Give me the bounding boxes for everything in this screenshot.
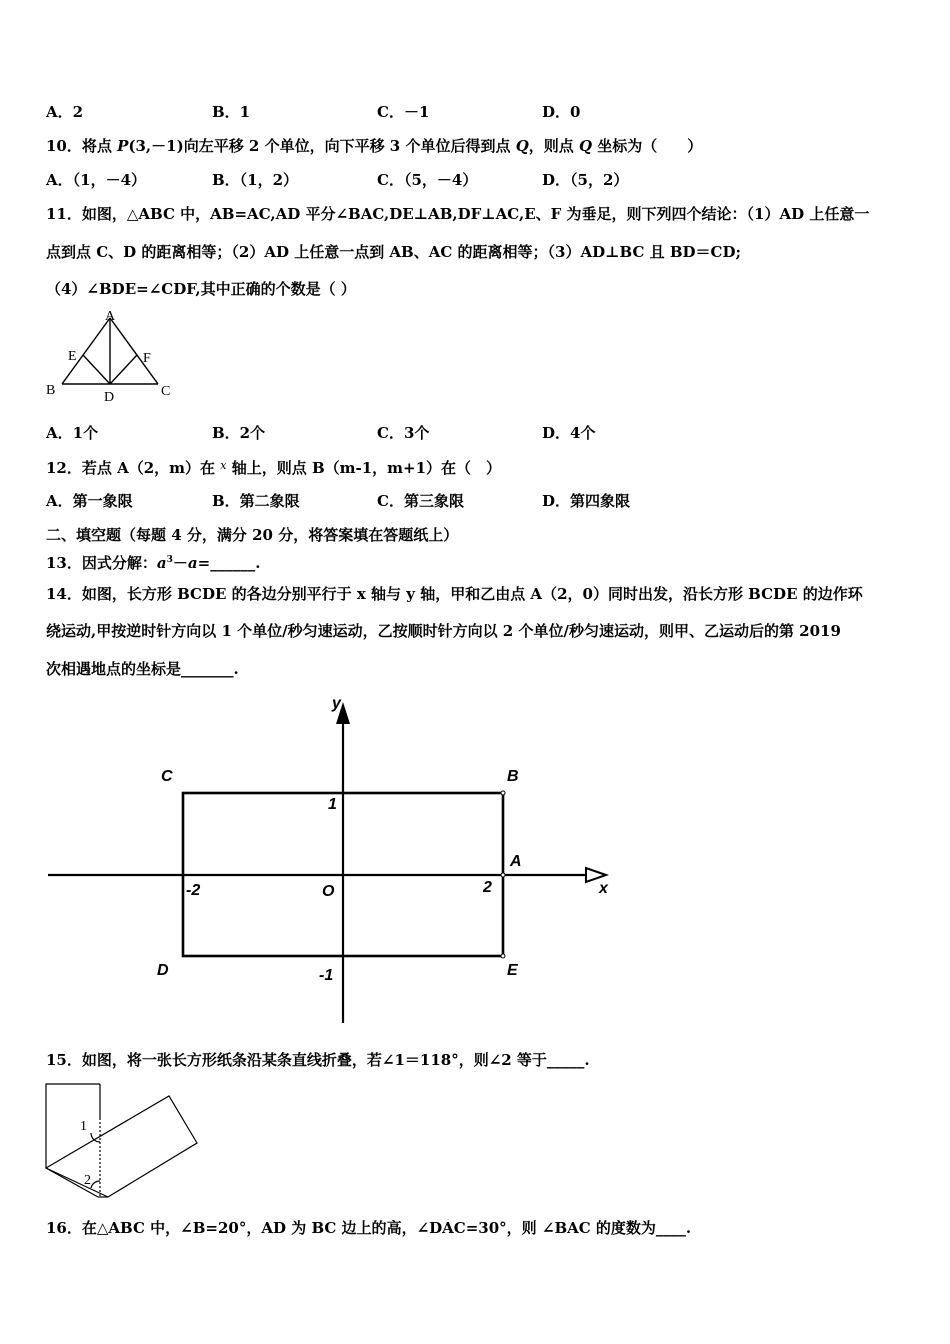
q15-stem: 15．如图，将一张长方形纸条沿某条直线折叠，若∠1＝118°，则∠2 等于_____.: [46, 1051, 590, 1069]
q11-option-a[interactable]: A．1个: [46, 424, 99, 442]
q13-minus: －: [172, 554, 188, 572]
q10-mid: 向左平移 2 个单位，向下平移 3 个单位后得到点: [183, 137, 516, 155]
q13-prefix: 13．因式分解：: [46, 554, 157, 572]
label-a: A: [105, 309, 116, 324]
side-ac: [110, 318, 158, 384]
q15-folded-strip-figure: [40, 1078, 205, 1203]
q10-stem: [46, 136, 702, 156]
label-f: F: [143, 351, 151, 366]
q14-line-2: 绕运动,甲按逆时针方向以 1 个单位/秒匀速运动，乙按顺时针方向以 2 个单位/秒匀速运动，则甲、乙运动后的第 2019: [46, 622, 841, 640]
q11-triangle-figure: [40, 308, 190, 408]
graph-label-origin: O: [322, 883, 335, 900]
q12-option-d[interactable]: D．第四象限: [542, 492, 631, 510]
q13-exponent: 3: [166, 555, 173, 565]
q9-option-d[interactable]: D．0: [542, 103, 581, 121]
q10-q: Q: [515, 137, 529, 155]
graph-label-d: D: [157, 962, 169, 979]
graph-tick-neg-1: -1: [319, 967, 334, 984]
angle-1-label: 1: [80, 1119, 87, 1134]
q12-stem: [46, 456, 501, 478]
point-e-marker: [501, 954, 505, 958]
graph-label-a: A: [510, 853, 522, 870]
angle-2-label: 2: [84, 1173, 91, 1188]
q13-var-a2: a: [187, 554, 198, 572]
q11-option-c[interactable]: C．3个: [377, 424, 430, 442]
folded-part: [46, 1096, 197, 1197]
q10-coords: (3,－1): [128, 137, 184, 155]
label-e: E: [68, 349, 77, 364]
q11-line-1: 11．如图，△ABC 中，AB=AC,AD 平分∠BAC,DE⊥AB,DF⊥AC,E、F 为垂足，则下列四个结论：（1）AD 上任意一: [46, 205, 870, 223]
q10-prefix: 10．将点: [46, 137, 118, 155]
q11-line-2: 点到点 C、D 的距离相等；（2）AD 上任意一点到 AB、AC 的距离相等；（3）AD⊥BC 且 BD＝CD;: [46, 243, 742, 261]
angle-2-arc: [91, 1181, 100, 1188]
q10-option-d[interactable]: D．（5，2）: [542, 171, 629, 189]
q14-coordinate-graph: [40, 690, 630, 1035]
q9-option-a[interactable]: A．2: [46, 103, 84, 121]
label-b: B: [46, 383, 56, 398]
segment-df: [110, 355, 137, 384]
q11-line-3: （4）∠BDE=∠CDF,其中正确的个数是（ ）: [46, 280, 356, 298]
graph-label-e: E: [507, 962, 518, 979]
graph-label-c: C: [161, 768, 173, 785]
segment-de: [83, 355, 110, 384]
q14-line-1: 14．如图，长方形 BCDE 的各边分别平行于 x 轴与 y 轴，甲和乙由点 A（2，0）同时出发，沿长方形 BCDE 的边作环: [46, 585, 863, 603]
q10-mid2: ，则点: [528, 137, 579, 155]
q12-axis: x: [220, 459, 227, 472]
q10-option-a[interactable]: A．（1，－4）: [46, 171, 147, 189]
label-c: C: [161, 384, 171, 399]
graph-tick-2: 2: [483, 879, 492, 896]
q10-option-b[interactable]: B．（1，2）: [212, 171, 299, 189]
q12-option-a[interactable]: A．第一象限: [46, 492, 133, 510]
q9-option-b[interactable]: B．1: [212, 103, 251, 121]
q11-option-b[interactable]: B．2个: [212, 424, 266, 442]
graph-tick-1: 1: [328, 796, 337, 813]
q16-stem: 16．在△ABC 中，∠B=20°，AD 为 BC 边上的高，∠DAC=30°，则 ∠BAC 的度数为____.: [46, 1219, 692, 1237]
q12-option-b[interactable]: B．第二象限: [212, 492, 300, 510]
q12-prefix: 12．若点 A（2，m）在: [46, 459, 221, 477]
q13-stem: [46, 550, 260, 573]
q14-line-3: 次相遇地点的坐标是_______.: [46, 660, 239, 678]
q13-suffix: =______.: [197, 554, 261, 572]
q11-option-d[interactable]: D．4个: [542, 424, 596, 442]
q10-q2: Q: [579, 137, 593, 155]
q12-option-c[interactable]: C．第三象限: [377, 492, 464, 510]
graph-tick-neg-2: -2: [186, 882, 201, 899]
section-2-heading: 二、填空题（每题 4 分，满分 20 分，将答案填在答题纸上）: [46, 526, 459, 544]
graph-label-y: y: [332, 695, 341, 712]
label-d: D: [104, 390, 115, 405]
q13-var-a: a: [156, 554, 167, 572]
q9-option-c[interactable]: C．－1: [377, 103, 430, 121]
q10-point: P: [117, 137, 129, 155]
point-b-marker: [501, 791, 505, 795]
q10-suffix: 坐标为（ ）: [592, 137, 703, 155]
point-a-marker: [501, 873, 505, 877]
graph-label-b: B: [507, 768, 519, 785]
strip-top-part: [46, 1084, 100, 1168]
q10-option-c[interactable]: C．（5，－4）: [377, 171, 478, 189]
graph-label-x: x: [599, 880, 608, 897]
q12-suffix: 轴上，则点 B（m-1，m+1）在（ ）: [226, 459, 502, 477]
